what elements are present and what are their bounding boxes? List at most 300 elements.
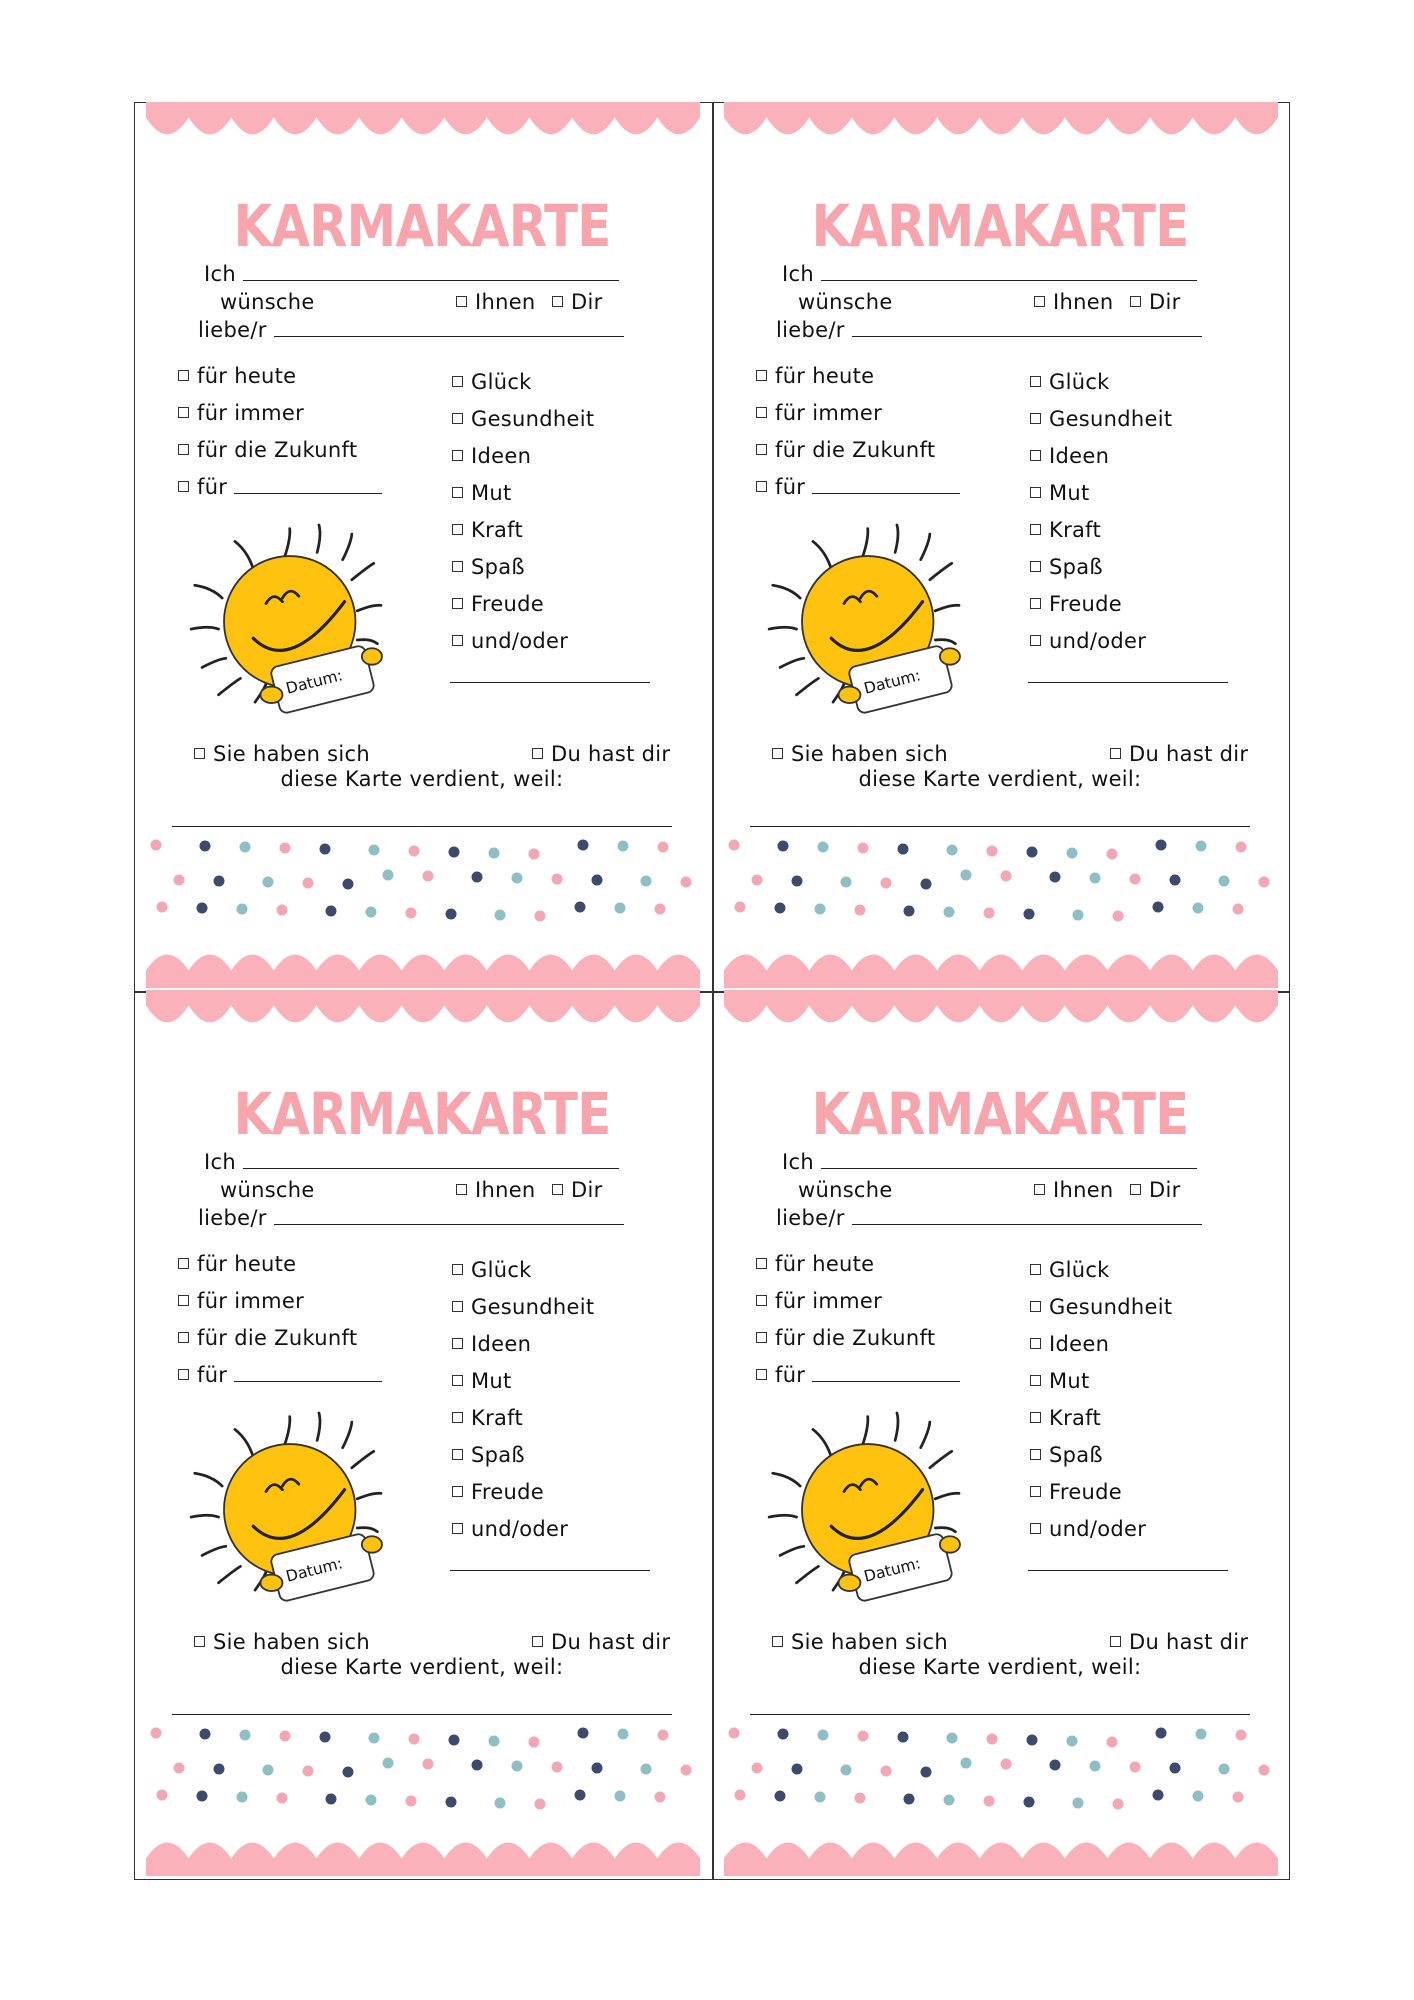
checkbox-icon[interactable] (178, 481, 189, 492)
time-option[interactable]: für (756, 1363, 960, 1387)
confetti-dot (449, 1735, 460, 1746)
wish-option[interactable]: Freude (1030, 592, 1122, 616)
checkbox-icon[interactable] (1130, 1184, 1141, 1195)
time-option[interactable]: für (756, 475, 960, 499)
wish-option[interactable]: Spaß (1030, 555, 1103, 579)
time-option[interactable]: für (178, 1363, 382, 1387)
confetti-dot (197, 903, 208, 914)
confetti-dot (489, 1736, 500, 1747)
sie-haben-option[interactable]: Sie haben sich (772, 1630, 948, 1654)
wish-other-line (450, 1570, 650, 1571)
confetti-dot (1259, 877, 1270, 888)
confetti-dot (841, 877, 852, 888)
dir-option[interactable]: Dir (1130, 290, 1181, 314)
confetti-dot (409, 1734, 420, 1745)
wish-option[interactable]: Spaß (452, 1443, 525, 1467)
confetti-dot (961, 1758, 972, 1769)
sun-ray (191, 627, 218, 629)
wish-option[interactable]: Gesundheit (452, 407, 594, 431)
checkbox-icon[interactable] (1034, 1184, 1045, 1195)
sun-ray (357, 1493, 381, 1499)
checkbox-icon[interactable] (452, 561, 463, 572)
time-option[interactable]: für die Zukunft (756, 1326, 935, 1350)
checkbox-icon[interactable] (452, 635, 463, 646)
checkbox-icon[interactable] (178, 444, 189, 455)
checkbox-icon[interactable] (452, 524, 463, 535)
checkbox-icon[interactable] (1030, 487, 1041, 498)
sun-ray (813, 1429, 831, 1456)
ihnen-option[interactable]: Ihnen (1034, 290, 1114, 314)
sun-ray (930, 1451, 952, 1467)
checkbox-icon[interactable] (1030, 1375, 1041, 1386)
checkbox-icon[interactable] (178, 1258, 189, 1269)
sie-haben-option[interactable]: Sie haben sich (772, 742, 948, 766)
time-option[interactable]: für immer (756, 401, 882, 425)
confetti-dot (778, 841, 789, 852)
checkbox-icon[interactable] (756, 481, 767, 492)
confetti-dot (681, 1765, 692, 1776)
checkbox-icon[interactable] (452, 1486, 463, 1497)
confetti-dot (1107, 849, 1118, 860)
confetti-dot (578, 840, 589, 851)
confetti-dot (841, 1765, 852, 1776)
wish-option[interactable]: Freude (452, 1480, 544, 1504)
ich-line: Ich (204, 262, 619, 286)
sun-icon (182, 1405, 392, 1610)
checkbox-icon[interactable] (452, 1301, 463, 1312)
checkbox-icon[interactable] (452, 1449, 463, 1460)
checkbox-icon[interactable] (756, 370, 767, 381)
ihnen-option[interactable]: Ihnen (456, 1178, 536, 1202)
wish-option[interactable]: Ideen (452, 1332, 531, 1356)
checkbox-icon[interactable] (1030, 1449, 1041, 1460)
bottom-scallop-banner (724, 944, 1278, 988)
confetti-dot (320, 844, 331, 855)
bottom-scallop-banner (146, 944, 700, 988)
sun-ray (343, 1422, 352, 1448)
confetti-dot (618, 1729, 629, 1740)
ihnen-option[interactable]: Ihnen (1034, 1178, 1114, 1202)
checkbox-icon[interactable] (178, 1369, 189, 1380)
confetti-dot (658, 842, 669, 853)
sun-ray (202, 1546, 226, 1555)
bottom-scallop-banner (724, 1832, 1278, 1876)
wish-option[interactable]: und/oder (452, 1517, 568, 1541)
confetti-dot (1113, 1799, 1124, 1810)
confetti-dot (1090, 1761, 1101, 1772)
wish-other-line (450, 682, 650, 683)
confetti-dot (1153, 1790, 1164, 1801)
confetti-dot (1001, 871, 1012, 882)
confetti-dot (858, 1731, 869, 1742)
wish-option[interactable]: Kraft (452, 518, 523, 542)
sie-haben-option[interactable]: Sie haben sich (194, 1630, 370, 1654)
checkbox-icon[interactable] (194, 1636, 205, 1647)
confetti-dot (240, 1730, 251, 1741)
confetti-dot (1219, 1764, 1230, 1775)
confetti-dot (423, 1759, 434, 1770)
confetti-dot (1024, 1797, 1035, 1808)
ich-line: Ich (204, 1150, 619, 1174)
confetti-dot (987, 846, 998, 857)
confetti-dot (947, 845, 958, 856)
checkbox-icon[interactable] (452, 1412, 463, 1423)
time-option[interactable]: für immer (178, 401, 304, 425)
verdient-label: diese Karte verdient, weil: (280, 1655, 564, 1679)
confetti-dot (366, 1795, 377, 1806)
confetti-dot (495, 1798, 506, 1809)
sun-ray (357, 1528, 377, 1532)
confetti-dot (1233, 1792, 1244, 1803)
wish-option[interactable]: Mut (452, 481, 512, 505)
wish-option[interactable]: Glück (1030, 370, 1110, 394)
checkbox-icon[interactable] (452, 413, 463, 424)
wish-option[interactable]: Ideen (1030, 444, 1109, 468)
checkbox-icon[interactable] (1130, 296, 1141, 307)
confetti-dot (495, 910, 506, 921)
confetti-dot (947, 1733, 958, 1744)
checkbox-icon[interactable] (1030, 1486, 1041, 1497)
confetti-dot (655, 1792, 666, 1803)
checkbox-icon[interactable] (452, 1375, 463, 1386)
confetti-dot (944, 1795, 955, 1806)
confetti-dot (383, 1758, 394, 1769)
checkbox-icon[interactable] (456, 296, 467, 307)
checkbox-icon[interactable] (552, 296, 563, 307)
confetti-dot (1050, 1760, 1061, 1771)
confetti-dot (1236, 842, 1247, 853)
checkbox-icon[interactable] (178, 370, 189, 381)
confetti-dot (151, 1728, 162, 1739)
confetti-dot (1236, 1730, 1247, 1741)
du-hast-option[interactable]: Du hast dir (532, 1630, 670, 1654)
top-scallop-banner (146, 102, 700, 146)
sun-ray (773, 585, 800, 598)
top-scallop-banner (146, 990, 700, 1034)
confetti-dot (855, 1793, 866, 1804)
checkbox-icon[interactable] (1030, 524, 1041, 535)
confetti-dot (792, 876, 803, 887)
sun-ray (769, 1515, 796, 1517)
confetti-dot (512, 873, 523, 884)
confetti-dot (369, 845, 380, 856)
wish-option[interactable]: Mut (452, 1369, 512, 1393)
wish-option[interactable]: Spaß (1030, 1443, 1103, 1467)
sun-icon (760, 1405, 970, 1610)
du-hast-option[interactable]: Du hast dir (1110, 742, 1248, 766)
verdient-label: diese Karte verdient, weil: (858, 1655, 1142, 1679)
wish-option[interactable]: und/oder (1030, 629, 1146, 653)
confetti-dot (529, 849, 540, 860)
confetti-dot (1027, 1735, 1038, 1746)
checkbox-icon[interactable] (756, 1258, 767, 1269)
confetti-dot (263, 1765, 274, 1776)
wish-option[interactable]: Kraft (1030, 1406, 1101, 1430)
checkbox-icon[interactable] (452, 450, 463, 461)
sun-ray (780, 658, 804, 667)
dir-option[interactable]: Dir (552, 290, 603, 314)
confetti-dot (157, 902, 168, 913)
checkbox-icon[interactable] (756, 1369, 767, 1380)
card-title: KARMAKARTE (233, 1080, 611, 1148)
time-option[interactable]: für (178, 475, 382, 499)
time-option[interactable]: für heute (756, 364, 874, 388)
wish-option[interactable]: Kraft (1030, 518, 1101, 542)
confetti-dot (529, 1737, 540, 1748)
checkbox-icon[interactable] (178, 407, 189, 418)
confetti-dot (1259, 1765, 1270, 1776)
confetti-dot (655, 904, 666, 915)
dir-option[interactable]: Dir (552, 1178, 603, 1202)
confetti-dot (1024, 909, 1035, 920)
confetti-dot (200, 1729, 211, 1740)
sun-ray (862, 529, 868, 558)
sun-ray (935, 605, 959, 611)
confetti-dot (320, 1732, 331, 1743)
card-title: KARMAKARTE (811, 192, 1189, 260)
sun-ray (921, 534, 930, 560)
confetti-dot (1156, 840, 1167, 851)
confetti-dot (157, 1790, 168, 1801)
confetti-dot (200, 841, 211, 852)
wish-option[interactable]: Gesundheit (1030, 1295, 1172, 1319)
checkbox-icon[interactable] (532, 748, 543, 759)
sun-ray (343, 534, 352, 560)
confetti-dot (409, 846, 420, 857)
card-title: KARMAKARTE (233, 192, 611, 260)
sun-ray (352, 1451, 374, 1467)
sun-ray (780, 1546, 804, 1555)
confetti-dot (855, 905, 866, 916)
checkbox-icon[interactable] (178, 1295, 189, 1306)
confetti-dot (263, 877, 274, 888)
checkbox-icon[interactable] (452, 1523, 463, 1534)
confetti-dot (326, 906, 337, 917)
wish-option[interactable]: und/oder (1030, 1517, 1146, 1541)
confetti-dot (904, 906, 915, 917)
confetti-dot (1073, 1798, 1084, 1809)
confetti-dot (446, 1797, 457, 1808)
confetti-dot (472, 1760, 483, 1771)
checkbox-icon[interactable] (178, 1332, 189, 1343)
checkbox-icon[interactable] (1030, 1338, 1041, 1349)
confetti-dot (1073, 910, 1084, 921)
wish-option[interactable]: Glück (1030, 1258, 1110, 1282)
wish-option[interactable]: Gesundheit (1030, 407, 1172, 431)
time-option[interactable]: für die Zukunft (178, 1326, 357, 1350)
checkbox-icon[interactable] (756, 444, 767, 455)
confetti-dot (575, 902, 586, 913)
checkbox-icon[interactable] (194, 748, 205, 759)
confetti-dot (214, 1764, 225, 1775)
confetti-dot (449, 847, 460, 858)
time-option[interactable]: für immer (756, 1289, 882, 1313)
wish-option[interactable]: Glück (452, 370, 532, 394)
checkbox-icon[interactable] (1030, 413, 1041, 424)
confetti-dot (1050, 872, 1061, 883)
checkbox-icon[interactable] (756, 1295, 767, 1306)
checkbox-icon[interactable] (456, 1184, 467, 1195)
sun-ray (895, 1413, 898, 1440)
sie-haben-option[interactable]: Sie haben sich (194, 742, 370, 766)
confetti-dot (1170, 875, 1181, 886)
time-option[interactable]: für heute (756, 1252, 874, 1276)
sun-ray (813, 541, 831, 568)
checkbox-icon[interactable] (1110, 1636, 1121, 1647)
checkbox-icon[interactable] (756, 1332, 767, 1343)
confetti-dot (277, 905, 288, 916)
confetti-dot (961, 870, 972, 881)
sun-ray (895, 525, 898, 552)
wish-other-line (1028, 1570, 1228, 1571)
wish-option[interactable]: Ideen (1030, 1332, 1109, 1356)
confetti-dot (369, 1733, 380, 1744)
confetti-dot (535, 1799, 546, 1810)
confetti-dot (752, 1763, 763, 1774)
ich-line: Ich (782, 1150, 1197, 1174)
time-option[interactable]: für heute (178, 364, 296, 388)
confetti-dot (775, 903, 786, 914)
confetti-dots (146, 827, 700, 937)
checkbox-icon[interactable] (1030, 598, 1041, 609)
checkbox-icon[interactable] (452, 487, 463, 498)
time-option[interactable]: für die Zukunft (756, 438, 935, 462)
time-option[interactable]: für heute (178, 1252, 296, 1276)
checkbox-icon[interactable] (756, 407, 767, 418)
confetti-dots (724, 1715, 1278, 1825)
verdient-label: diese Karte verdient, weil: (280, 767, 564, 791)
sun-ray (352, 563, 374, 579)
du-hast-option[interactable]: Du hast dir (532, 742, 670, 766)
confetti-dot (775, 1791, 786, 1802)
checkbox-icon[interactable] (772, 1636, 783, 1647)
confetti-dot (921, 879, 932, 890)
wish-option[interactable]: Mut (1030, 481, 1090, 505)
checkbox-icon[interactable] (1030, 635, 1041, 646)
sun-icon (760, 517, 970, 722)
sun-ray (930, 563, 952, 579)
confetti-dot (618, 841, 629, 852)
sun-ray (935, 1493, 959, 1499)
checkbox-icon[interactable] (1030, 561, 1041, 572)
confetti-dot (1113, 911, 1124, 922)
confetti-dot (815, 1792, 826, 1803)
checkbox-icon[interactable] (1030, 1264, 1041, 1275)
checkbox-icon[interactable] (452, 1338, 463, 1349)
karma-card (134, 102, 710, 990)
wish-option[interactable]: Glück (452, 1258, 532, 1282)
confetti-dot (343, 1767, 354, 1778)
wish-option[interactable]: Mut (1030, 1369, 1090, 1393)
confetti-dot (280, 843, 291, 854)
checkbox-icon[interactable] (772, 748, 783, 759)
confetti-dot (592, 1763, 603, 1774)
confetti-dot (858, 843, 869, 854)
confetti-dot (1219, 876, 1230, 887)
sun-ray (357, 605, 381, 611)
time-option[interactable]: für immer (178, 1289, 304, 1313)
confetti-dot (406, 908, 417, 919)
time-option[interactable]: für die Zukunft (178, 438, 357, 462)
confetti-dot (366, 907, 377, 918)
sun-ray (935, 1528, 955, 1532)
checkbox-icon[interactable] (1110, 748, 1121, 759)
confetti-dot (1196, 1729, 1207, 1740)
liebe-line: liebe/r (776, 1206, 1202, 1230)
karma-card (712, 990, 1288, 1878)
confetti-dot (735, 1790, 746, 1801)
confetti-dot (1130, 874, 1141, 885)
confetti-dot (752, 875, 763, 886)
confetti-dot (815, 904, 826, 915)
ihnen-option[interactable]: Ihnen (456, 290, 536, 314)
confetti-dot (343, 879, 354, 890)
checkbox-icon[interactable] (1034, 296, 1045, 307)
top-scallop-banner (724, 990, 1278, 1034)
confetti-dot (729, 840, 740, 851)
confetti-dot (552, 874, 563, 885)
liebe-line: liebe/r (198, 1206, 624, 1230)
checkbox-icon[interactable] (1030, 450, 1041, 461)
confetti-dot (1153, 902, 1164, 913)
confetti-dots (724, 827, 1278, 937)
checkbox-icon[interactable] (532, 1636, 543, 1647)
confetti-dot (921, 1767, 932, 1778)
datum-label: Datum: (284, 666, 345, 698)
checkbox-icon[interactable] (452, 1264, 463, 1275)
du-hast-option[interactable]: Du hast dir (1110, 1630, 1248, 1654)
wish-option[interactable]: Ideen (452, 444, 531, 468)
confetti-dots (146, 1715, 700, 1825)
checkbox-icon[interactable] (1030, 1301, 1041, 1312)
confetti-dot (237, 904, 248, 915)
confetti-dot (944, 907, 955, 918)
wish-option[interactable]: Gesundheit (452, 1295, 594, 1319)
checkbox-icon[interactable] (1030, 1412, 1041, 1423)
confetti-dot (818, 1730, 829, 1741)
confetti-dot (174, 875, 185, 886)
wish-option[interactable]: Freude (452, 592, 544, 616)
checkbox-icon[interactable] (452, 376, 463, 387)
confetti-dot (1170, 1763, 1181, 1774)
wish-option[interactable]: Spaß (452, 555, 525, 579)
confetti-dot (881, 878, 892, 889)
checkbox-icon[interactable] (1030, 1523, 1041, 1534)
liebe-line: liebe/r (198, 318, 624, 342)
confetti-dot (1107, 1737, 1118, 1748)
sun-ray (317, 525, 320, 552)
sun-ray (773, 1473, 800, 1486)
sun-ray (235, 1429, 253, 1456)
confetti-dot (512, 1761, 523, 1772)
sun-ray (797, 1566, 819, 1582)
liebe-line: liebe/r (776, 318, 1202, 342)
confetti-dot (1193, 903, 1204, 914)
confetti-dot (984, 1796, 995, 1807)
wuensche-label: wünsche (220, 290, 315, 314)
dir-option[interactable]: Dir (1130, 1178, 1181, 1202)
wish-option[interactable]: und/oder (452, 629, 568, 653)
checkbox-icon[interactable] (452, 598, 463, 609)
wish-option[interactable]: Freude (1030, 1480, 1122, 1504)
sun-ray (284, 1417, 290, 1446)
top-scallop-banner (724, 102, 1278, 146)
confetti-dot (898, 844, 909, 855)
checkbox-icon[interactable] (1030, 376, 1041, 387)
confetti-dot (214, 876, 225, 887)
wish-option[interactable]: Kraft (452, 1406, 523, 1430)
checkbox-icon[interactable] (552, 1184, 563, 1195)
